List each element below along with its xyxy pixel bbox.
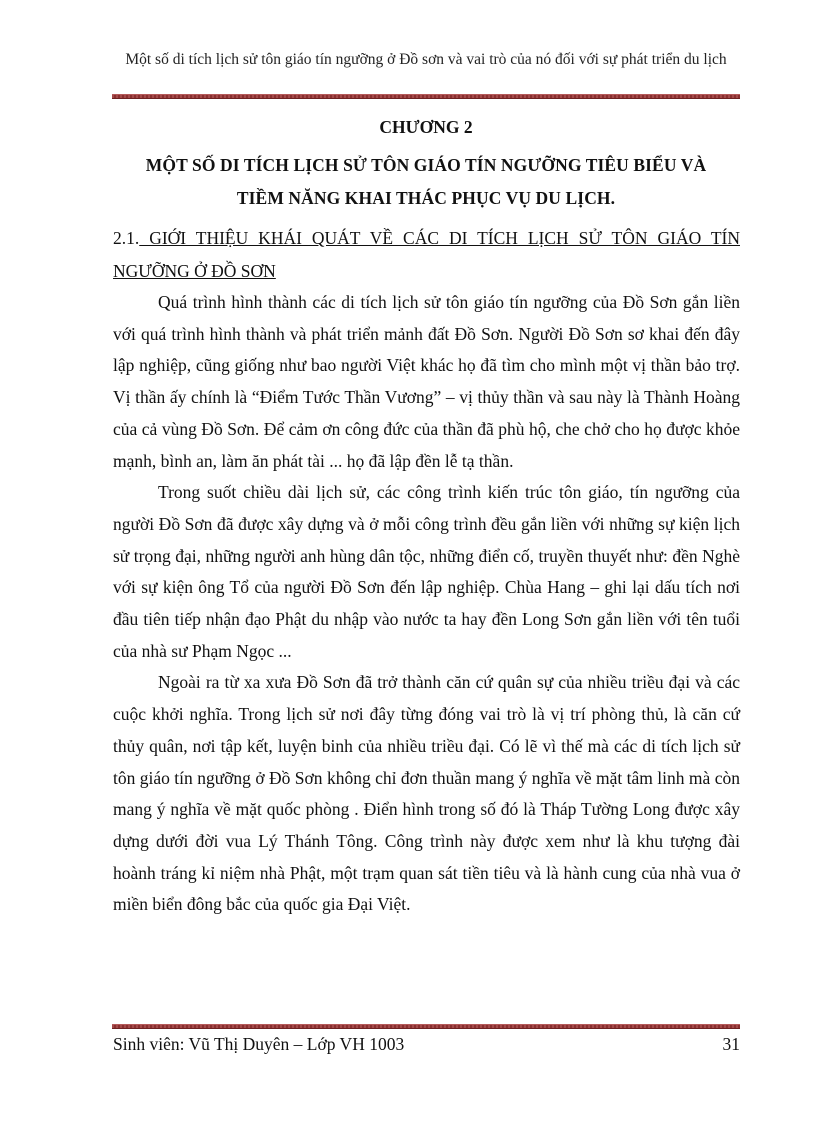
chapter-title-line-2: TIỀM NĂNG KHAI THÁC PHỤC VỤ DU LỊCH. xyxy=(236,188,616,208)
section-number: 2.1. xyxy=(113,228,140,248)
paragraph: Quá trình hình thành các di tích lịch sử tôn giáo tín ngưỡng của Đồ Sơn gắn liền với quá trình hình thành và phát triển mảnh đất Đồ Sơn. Người Đồ Sơn sơ khai đến đây lập nghiệp, cũng giống như bao người Việt khác họ đã tìm cho mình một vị thần bảo trợ. Vị thần ấy chính là “Điểm Tước Thần Vương” – vị thủy thần và sau này là Thành Hoàng của cả vùng Đồ Sơn. Để cảm ơn công đức của thần đã phù hộ, che chở cho họ được khỏe mạnh, bình an, làm ăn phát tài ... họ đã lập đền lễ tạ thần. xyxy=(113,292,740,471)
page-number: 31 xyxy=(722,1034,740,1054)
footer-divider xyxy=(112,1024,740,1029)
running-header: Một số di tích lịch sử tôn giáo tín ngưỡng ở Đồ sơn và vai trò của nó đối với sự phát triển du lịch xyxy=(125,51,727,68)
page-footer xyxy=(113,1033,740,1055)
chapter-title-line-1: MỘT SỐ DI TÍCH LỊCH SỬ TÔN GIÁO TÍN NGƯỠNG TIÊU BIỂU VÀ xyxy=(145,155,707,175)
section-title: GIỚI THIỆU KHÁI QUÁT VỀ CÁC DI TÍCH LỊCH SỬ TÔN GIÁO TÍN NGƯỠNG Ở ĐỒ SƠN xyxy=(113,228,740,281)
paragraph: Trong suốt chiều dài lịch sử, các công trình kiến trúc tôn giáo, tín ngưỡng của người Đồ Sơn đã được xây dựng và ở mỗi công trình đều gắn liền với những sự kiện lịch sử trọng đại, những người anh hùng dân tộc, những điển cố, truyền thuyết như: đền Nghè với sự kiện ông Tổ của người Đồ Sơn đến lập nghiệp. Chùa Hang – ghi lại dấu tích nơi đầu tiên tiếp nhận đạo Phật du nhập vào nước ta hay đền Long Sơn gắn liền với tên tuổi của nhà sư Phạm Ngọc ... xyxy=(113,482,740,661)
body-text xyxy=(113,287,740,921)
footer-author: Sinh viên: Vũ Thị Duyên – Lớp VH 1003 xyxy=(113,1034,405,1054)
header-divider xyxy=(112,94,740,99)
section-heading xyxy=(113,222,740,288)
paragraph: Ngoài ra từ xa xưa Đồ Sơn đã trở thành căn cứ quân sự của nhiều triều đại và các cuộc khởi nghĩa. Trong lịch sử nơi đây từng đóng vai trò là vị trí phòng thủ, là căn cứ thủy quân, nơi tập kết, luyện binh của nhiều triều đại. Có lẽ vì thế mà các di tích lịch sử tôn giáo tín ngưỡng ở Đồ Sơn không chỉ đơn thuần mang ý nghĩa về mặt tâm linh mà còn mang ý nghĩa về mặt quốc phòng . Điển hình trong số đó là Tháp Tường Long được xây dựng dưới đời vua Lý Thánh Tông. Công trình này được xem như là khu tượng đài hoành tráng kỉ niệm nhà Phật, một trạm quan sát tiền tiêu và là hành cung của nhà vua ở miền biển đông bắc của quốc gia Đại Việt. xyxy=(113,672,740,915)
chapter-title xyxy=(100,149,752,215)
chapter-label: CHƯƠNG 2 xyxy=(379,117,473,137)
